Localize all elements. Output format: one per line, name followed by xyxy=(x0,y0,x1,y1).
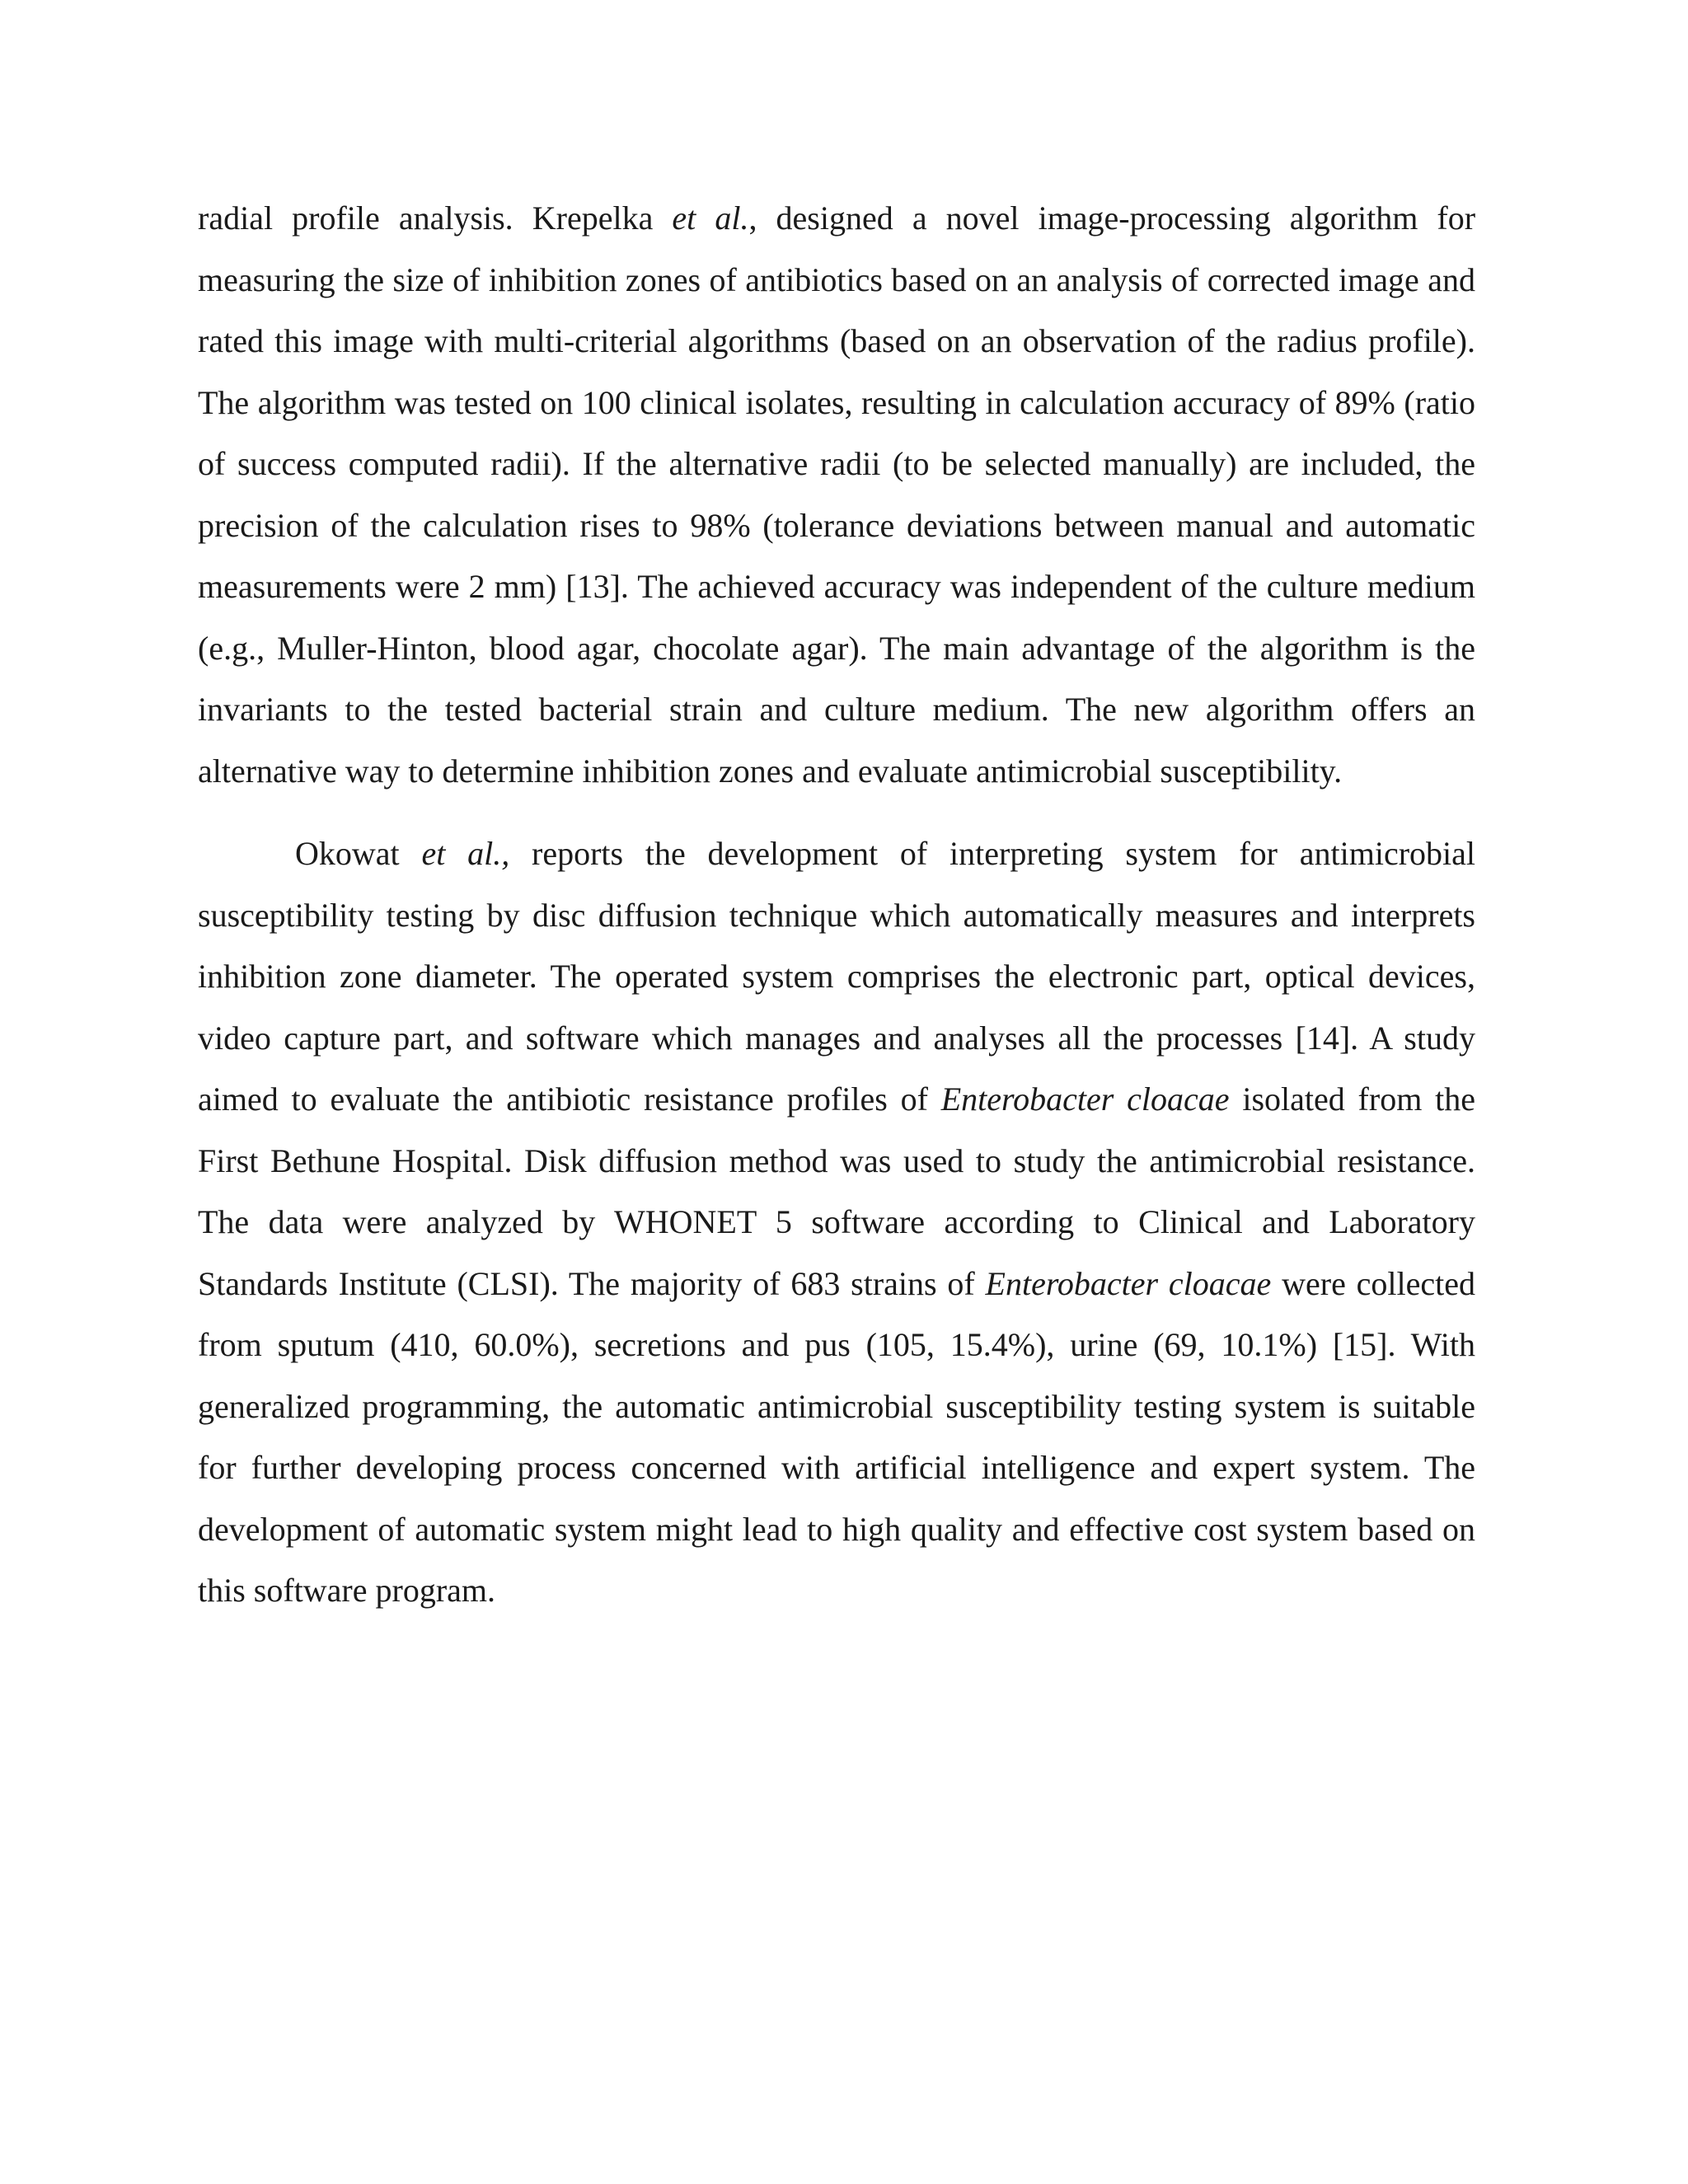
text-span: were collected from sputum (410, 60.0%), secretions and pus (105, 15.4%), urine (69, 10.1%) [15]. With generalized programming, the automatic antimicrobial susceptibility testing system is suitable for further developing process concerned with artificial intelligence and expert system. The development of automatic system might lead to high quality and effective cost system based on this software program. xyxy=(198,1264,1476,1609)
body-text xyxy=(198,188,1475,1622)
italic-citation: et al., xyxy=(421,835,510,872)
italic-citation: et al. xyxy=(672,199,749,237)
text-span: radial profile analysis. Krepelka xyxy=(198,199,673,237)
text-span: , designed a novel image-processing algorithm for measuring the size of inhibition zones of antibiotics based on an analysis of corrected image and rated this image with multi-criterial algorithms (based on an observation of the radius profile). The algorithm was tested on 100 clinical isolates, resulting in calculation accuracy of 89% (ratio of success computed radii). If the alternative radii (to be selected manually) are included, the precision of the calculation rises to 98% (tolerance deviations between manual and automatic measurements were 2 mm) [13]. The achieved accuracy was independent of the culture medium (e.g., Muller-Hinton, blood agar, chocolate agar). The main advantage of the algorithm is the invariants to the tested bacterial strain and culture medium. The new algorithm offers an alternative way to determine inhibition zones and evaluate antimicrobial susceptibility. xyxy=(198,199,1476,790)
text-span: Okowat xyxy=(295,835,422,872)
text-span: reports the development of interpreting system for antimicrobial susceptibility testing by disc diffusion technique which automatically measures and interprets inhibition zone diameter. The operated system comprises the electronic part, optical devices, video capture part, and software which manages and analyses all the processes [14]. A study aimed to evaluate the antibiotic resistance profiles of xyxy=(198,835,1476,1118)
paragraph-krepelka xyxy=(198,188,1475,802)
italic-species-name: Enterobacter cloacae xyxy=(985,1264,1272,1302)
italic-species-name: Enterobacter cloacae xyxy=(940,1080,1230,1118)
text-span: isolated from the First Bethune Hospital. Disk diffusion method was used to study the antimicrobial resistance. The data were analyzed by WHONET 5 software according to Clinical and Laboratory Standards Institute (CLSI). The majority of 683 strains of xyxy=(198,1080,1475,1302)
paragraph-okowat xyxy=(198,823,1475,1622)
